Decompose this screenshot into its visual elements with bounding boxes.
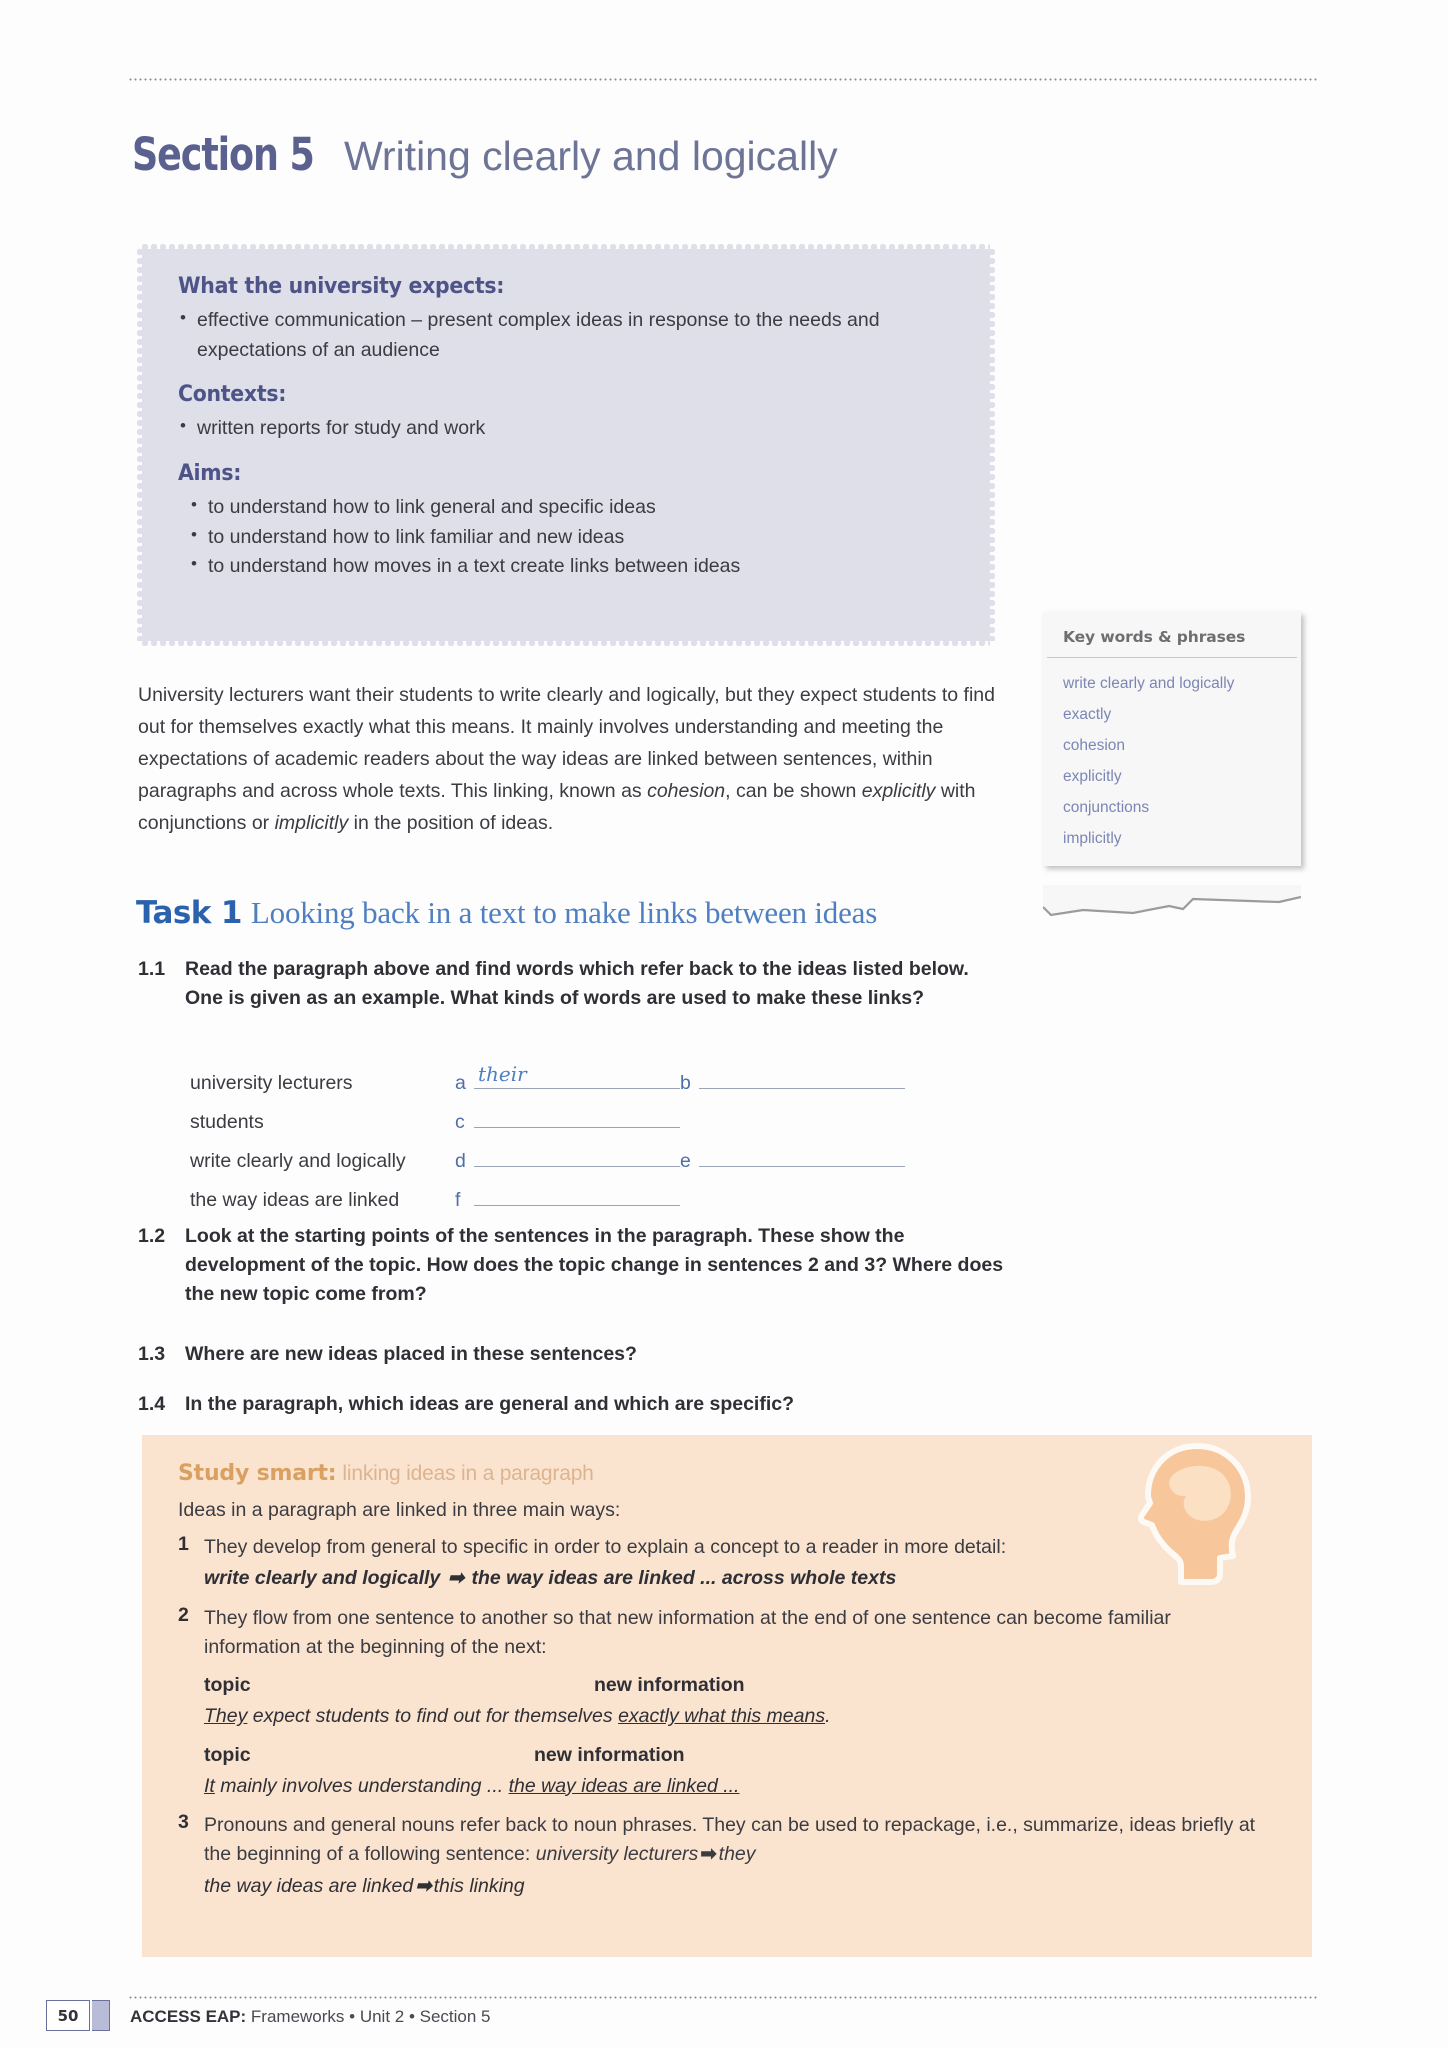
label-topic: topic	[204, 1674, 251, 1696]
item-number: 3	[178, 1811, 189, 1833]
item-text: They develop from general to specific in order to explain a concept to a reader in more detail:	[204, 1536, 1007, 1558]
study-smart-panel	[142, 1435, 1312, 1957]
sentence-new-information: exactly what this means	[618, 1705, 826, 1728]
blank-line[interactable]	[474, 1185, 680, 1206]
study-smart-label: Study smart:	[178, 1461, 337, 1486]
blank-letter: b	[680, 1072, 691, 1094]
label-new-information: new information	[534, 1743, 685, 1766]
label-topic: topic	[204, 1743, 251, 1766]
question-text: Look at the starting points of the sentences in the paragraph. These show the development of the topic. How does the topic change in sentences 2 and 3? Where does the new topic come from?	[185, 1225, 1004, 1305]
study-item-1	[178, 1533, 1278, 1594]
table-row	[190, 1146, 950, 1185]
table-row	[190, 1107, 950, 1146]
task-heading	[136, 895, 877, 931]
sentence-topic: It	[204, 1774, 215, 1797]
answer-blank-d[interactable]	[455, 1146, 680, 1173]
answer-prompt: write clearly and logically	[190, 1150, 406, 1172]
blank-letter: e	[680, 1150, 691, 1172]
study-smart-lead: Ideas in a paragraph are linked in three main ways:	[178, 1499, 621, 1521]
question-text: Where are new ideas placed in these sentences?	[185, 1343, 637, 1365]
example-source: the way ideas are linked	[204, 1874, 414, 1897]
example-sentence-2	[204, 1772, 1259, 1801]
answer-blank-a[interactable]	[455, 1062, 680, 1095]
list-item: conjunctions	[1063, 798, 1150, 816]
contexts-list	[178, 414, 956, 444]
footer-breadcrumb: Frameworks • Unit 2 • Section 5	[246, 2007, 491, 2026]
list-item: exactly	[1063, 705, 1112, 723]
heading-aims: Aims:	[178, 460, 242, 486]
intro-text-part3: with conjunctions or	[138, 779, 976, 834]
intro-italic-cohesion: cohesion	[647, 779, 726, 802]
answer-prompt: university lecturers	[190, 1072, 353, 1094]
list-item: • to understand how moves in a text create links between ideas	[178, 552, 956, 582]
page-number: 50	[57, 2006, 79, 2025]
example-source: write clearly and logically	[204, 1567, 441, 1590]
task-label: Task 1	[136, 895, 242, 931]
intro-italic-implicitly: implicitly	[274, 811, 349, 834]
answer-blank-e[interactable]	[680, 1146, 905, 1173]
list-item: • to understand how to link familiar and new ideas	[178, 523, 956, 553]
blank-line[interactable]	[699, 1146, 905, 1167]
arrow-right-icon: ➡	[447, 1567, 465, 1590]
answer-prompt: students	[190, 1111, 264, 1133]
page-tab-decoration	[92, 2000, 110, 2031]
item-number: 2	[178, 1603, 189, 1626]
blank-line[interactable]	[474, 1146, 680, 1167]
blank-letter: c	[455, 1111, 465, 1133]
sentence-topic: They	[204, 1705, 248, 1728]
section-title: Writing clearly and logically	[343, 133, 838, 179]
page-number-badge	[46, 2000, 90, 2031]
answer-blank-f[interactable]	[455, 1185, 680, 1212]
heading-university-expects: What the university expects:	[178, 274, 505, 299]
expects-list	[178, 306, 956, 365]
answer-blank-c[interactable]	[455, 1107, 680, 1134]
list-item: cohesion	[1063, 736, 1126, 754]
answer-grid	[190, 1062, 950, 1224]
blank-letter: a	[455, 1072, 466, 1094]
blank-letter: f	[455, 1189, 461, 1211]
question-text: In the paragraph, which ideas are general and which are specific?	[185, 1393, 795, 1415]
torn-paper-edge-icon	[1043, 885, 1301, 919]
answer-blank-b[interactable]	[680, 1068, 905, 1095]
topic-newinfo-labels-1	[204, 1671, 1259, 1700]
list-item: • effective communication – present complex ideas in response to the needs and expectations of an audience	[178, 306, 956, 365]
question-number: 1.4	[138, 1393, 166, 1415]
example-target: they	[718, 1843, 756, 1866]
example-source: university lecturers	[535, 1843, 699, 1866]
blank-line[interactable]	[474, 1062, 680, 1089]
list-item: • to understand how to link general and specific ideas	[178, 493, 956, 523]
question-1-1	[138, 955, 1005, 1013]
arrow-right-icon: ➡	[415, 1874, 432, 1897]
question-number: 1.3	[138, 1343, 166, 1365]
intro-italic-explicitly: explicitly	[861, 779, 936, 802]
example-target: this linking	[433, 1874, 525, 1897]
intro-text-part2: , can be shown	[725, 779, 862, 802]
handwritten-answer: their	[478, 1062, 527, 1086]
expectations-panel	[142, 249, 990, 641]
section-label: Section 5	[132, 128, 314, 181]
heading-contexts: Contexts:	[178, 382, 287, 408]
footer-title	[130, 2007, 491, 2027]
example-target: the way ideas are linked ... across whole texts	[471, 1567, 897, 1590]
task-title: Looking back in a text to make links between ideas	[250, 895, 878, 930]
question-1-2	[138, 1222, 1005, 1309]
question-text: Read the paragraph above and find words which refer back to the ideas listed below. One is given as an example. What kinds of words are used to make these links?	[185, 958, 969, 1009]
divider	[1047, 657, 1297, 658]
question-1-3	[138, 1340, 637, 1369]
item-1-example	[204, 1564, 1006, 1593]
item-number: 1	[178, 1533, 189, 1555]
list-item: implicitly	[1063, 829, 1122, 847]
sentence-middle: expect students to find out for themselves	[247, 1705, 619, 1728]
top-dotted-rule	[128, 78, 1318, 81]
head-brain-icon	[1134, 1440, 1262, 1585]
footer-dotted-rule	[128, 1996, 1318, 1999]
blank-letter: d	[455, 1150, 466, 1172]
item-text: They flow from one sentence to another so that new information at the end of one sentence can become familiar information at the beginning of the next:	[204, 1606, 1171, 1658]
sentence-new-information: the way ideas are linked ...	[508, 1774, 740, 1797]
question-1-4	[138, 1390, 794, 1419]
table-row	[190, 1185, 950, 1224]
study-item-3	[178, 1811, 1278, 1901]
sentence-end: .	[825, 1705, 831, 1728]
question-number: 1.2	[138, 1225, 166, 1247]
example-sentence-1	[204, 1702, 1259, 1731]
intro-text-part1: University lecturers want their students to write clearly and logically, but they expect students to find out for themselves exactly what this means. It mainly involves understanding and meeting the expectations of academic readers about the way ideas are linked between sentences, within paragraphs and across whole texts. This linking, known as	[138, 684, 995, 802]
sentence-middle: mainly involves understanding ...	[214, 1774, 509, 1797]
list-item: write clearly and logically	[1063, 674, 1235, 692]
question-number: 1.1	[138, 958, 166, 980]
label-new-information: new information	[594, 1674, 745, 1696]
item-text: Pronouns and general nouns refer back to noun phrases. They can be used to repackage, i.e., summarize, ideas briefly at the beginning of a following sentence:	[204, 1814, 1256, 1866]
study-smart-title	[178, 1461, 1278, 1486]
answer-prompt: the way ideas are linked	[190, 1189, 400, 1211]
key-words-note	[1043, 612, 1301, 866]
list-item: • written reports for study and work	[178, 414, 956, 444]
blank-line[interactable]	[474, 1107, 680, 1128]
item-3-example-2	[204, 1872, 1259, 1901]
study-item-2	[178, 1604, 1278, 1802]
intro-text-part4: in the position of ideas.	[348, 811, 554, 834]
arrow-right-icon: ➡	[700, 1843, 717, 1866]
study-smart-subtitle: linking ideas in a paragraph	[342, 1462, 594, 1485]
list-item: explicitly	[1063, 767, 1122, 785]
page-title	[132, 128, 838, 181]
blank-line[interactable]	[699, 1068, 905, 1089]
key-words-title: Key words & phrases	[1063, 628, 1246, 646]
footer-book-title: ACCESS EAP:	[130, 2007, 247, 2026]
intro-paragraph	[138, 680, 1026, 840]
table-row	[190, 1062, 950, 1107]
topic-newinfo-labels-2	[204, 1741, 1259, 1770]
aims-list	[178, 493, 956, 582]
